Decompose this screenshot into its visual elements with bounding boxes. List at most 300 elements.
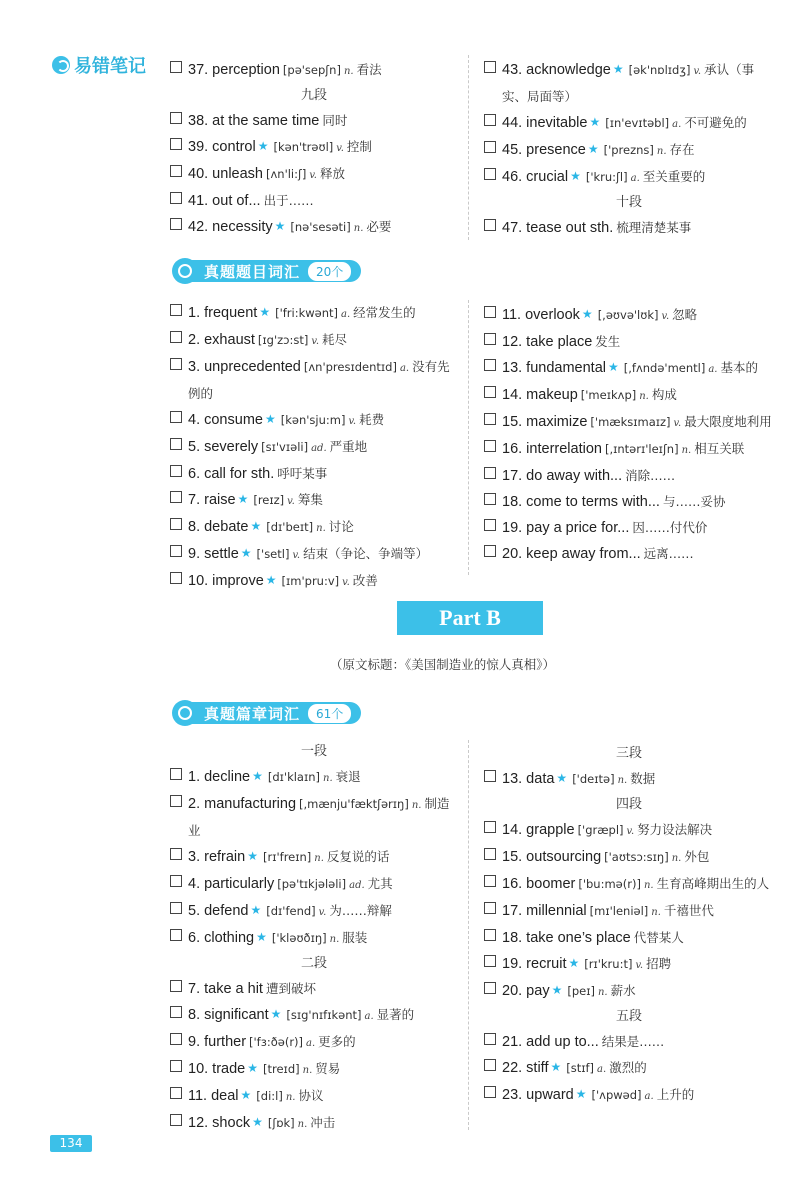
- meaning: 激烈的: [609, 1060, 647, 1075]
- meaning: 因……付代价: [632, 520, 708, 535]
- vocab-entry: [484, 489, 774, 515]
- meaning: 更多的: [318, 1034, 356, 1049]
- brand-logo: [52, 52, 146, 78]
- vocab-entry: [170, 514, 458, 541]
- phonetic: [ɪg'zɔ:st]: [257, 333, 309, 347]
- star-icon: ★: [589, 115, 601, 129]
- checkbox[interactable]: [484, 413, 496, 425]
- phonetic: ['meɪkʌp]: [580, 388, 637, 402]
- vocab-entry: [170, 487, 458, 514]
- phonetic: [dɪ'beɪt]: [266, 520, 314, 534]
- part-b-banner: Part B: [397, 601, 543, 635]
- checkbox[interactable]: [170, 875, 182, 887]
- checkbox[interactable]: [170, 138, 182, 150]
- meaning: 控制: [346, 139, 372, 154]
- paragraph-marker: 一段: [300, 744, 327, 759]
- part-of-speech: v.: [342, 577, 350, 588]
- vocab-entry: [170, 764, 458, 791]
- part-of-speech: n.: [297, 1119, 308, 1130]
- meaning: 忽略: [672, 307, 698, 322]
- vocab-entry: [170, 407, 458, 434]
- part-of-speech: n.: [329, 934, 340, 945]
- part-of-speech: a.: [644, 1091, 654, 1102]
- meaning: 服装: [342, 930, 368, 945]
- paragraph-marker: 三段: [615, 746, 642, 761]
- meaning: 千禧世代: [663, 903, 714, 918]
- vocab-entry: [170, 108, 458, 134]
- phonetic: [nə'sesəti]: [290, 220, 351, 234]
- meaning: 至关重要的: [642, 169, 706, 184]
- vocab-word: 7. raise: [188, 492, 236, 508]
- checkbox[interactable]: [170, 1087, 182, 1099]
- meaning: 最大限度地利用: [684, 414, 772, 429]
- checkbox[interactable]: [484, 333, 496, 345]
- vocab-word: 17. millennial: [502, 903, 587, 919]
- part-of-speech: v.: [348, 416, 357, 427]
- checkbox[interactable]: [484, 770, 496, 782]
- vocab-word: 4. particularly: [188, 876, 275, 892]
- checkbox[interactable]: [484, 1059, 496, 1071]
- part-of-speech: a.: [364, 1011, 374, 1022]
- part-of-speech: a.: [597, 1064, 607, 1075]
- part-of-speech: n.: [681, 445, 692, 456]
- part-of-speech: n.: [643, 880, 654, 891]
- meaning: 相互关联: [694, 441, 745, 456]
- phonetic: [,mænju'fæktʃərɪŋ]: [299, 797, 409, 811]
- meaning: 结束（争论、争端等）: [303, 546, 429, 561]
- star-icon: ★: [570, 169, 581, 183]
- star-icon: ★: [581, 307, 593, 321]
- phonetic: [pə'sepʃn]: [282, 63, 341, 77]
- vocab-word: 8. significant: [188, 1007, 269, 1023]
- checkbox[interactable]: [170, 902, 182, 914]
- vocab-entry: [484, 515, 774, 541]
- vocab-entry: [484, 436, 774, 463]
- vocab-entry: [484, 1055, 774, 1082]
- phonetic: [stɪf]: [566, 1061, 595, 1075]
- vocab-word: 14. makeup: [502, 387, 578, 403]
- meaning: 看法: [356, 62, 382, 77]
- vocab-word: 1. frequent: [188, 305, 258, 321]
- phonetic: [dɪ'fend]: [266, 904, 316, 918]
- checkbox[interactable]: [484, 440, 496, 452]
- vocab-entry: [170, 844, 458, 871]
- part-of-speech: v.: [635, 960, 644, 971]
- meaning: 呼吁某事: [277, 466, 328, 481]
- vocab-word: 19. recruit: [502, 956, 567, 972]
- vocab-entry: [484, 817, 774, 844]
- source-title: （原文标题：《美国制造业的惊人真相》）: [330, 657, 556, 672]
- checkbox[interactable]: [484, 821, 496, 833]
- vocab-word: 13. fundamental: [502, 360, 606, 376]
- phonetic: ['setl]: [256, 547, 290, 561]
- checkbox[interactable]: [170, 304, 182, 316]
- phonetic: [mɪ'leniəl]: [589, 904, 649, 918]
- vocab-word: 7. take a hit: [188, 981, 263, 997]
- column-divider: [468, 55, 469, 240]
- part-of-speech: n.: [651, 907, 661, 918]
- paragraph-marker: 五段: [615, 1009, 642, 1024]
- vocab-word: 5. severely: [188, 439, 259, 455]
- part-of-speech: a.: [341, 309, 351, 320]
- vocab-entry: [484, 463, 774, 489]
- vocab-entry: [484, 302, 774, 329]
- vocab-entry: [170, 1029, 458, 1056]
- meaning: 不可避免的: [684, 115, 747, 130]
- part-of-speech: n.: [314, 853, 324, 864]
- paragraph-marker: 九段: [300, 88, 327, 103]
- vocab-word: 2. manufacturing: [188, 796, 297, 812]
- checkbox[interactable]: [170, 165, 182, 177]
- checkbox[interactable]: [484, 168, 496, 180]
- magnifier-icon: [172, 700, 198, 726]
- checkbox[interactable]: [484, 875, 496, 887]
- vocab-entry: [484, 215, 774, 241]
- vocab-word: 43. acknowledge: [502, 62, 611, 78]
- vocab-word: 9. further: [188, 1034, 247, 1050]
- phonetic: [peɪ]: [567, 984, 595, 998]
- part-of-speech: n.: [639, 391, 649, 402]
- vocab-word: 12. shock: [188, 1115, 251, 1131]
- meaning: 释放: [320, 166, 346, 181]
- part-of-speech: a.: [708, 364, 718, 375]
- vocab-entry: [170, 871, 458, 898]
- vocab-entry: [170, 568, 458, 595]
- checkbox[interactable]: [170, 61, 182, 73]
- meaning: 讨论: [328, 519, 354, 534]
- brand-text: 易错笔记: [74, 56, 146, 77]
- meaning: 改善: [352, 573, 378, 588]
- checkbox[interactable]: [170, 331, 182, 343]
- part-of-speech: v.: [661, 311, 670, 322]
- part-of-speech: v.: [311, 336, 320, 347]
- vocab-word: 15. maximize: [502, 414, 588, 430]
- star-icon: ★: [237, 492, 249, 506]
- part-of-speech: n.: [597, 987, 608, 998]
- phonetic: ['fɜ:ðə(r)]: [249, 1035, 304, 1049]
- checkbox[interactable]: [170, 465, 182, 477]
- meaning: 显著的: [376, 1007, 415, 1022]
- star-icon: ★: [270, 1007, 282, 1021]
- part-of-speech: v.: [626, 826, 635, 837]
- checkbox[interactable]: [170, 491, 182, 503]
- vocab-entry: [170, 434, 458, 461]
- vocab-word: 13. data: [502, 771, 555, 787]
- star-icon: ★: [556, 771, 568, 785]
- meaning: 薪水: [610, 983, 636, 998]
- part-of-speech: n.: [343, 66, 354, 77]
- part-of-speech: a.: [630, 173, 640, 184]
- checkbox[interactable]: [170, 411, 182, 423]
- paragraph-marker: 十段: [615, 195, 642, 210]
- meaning: 筹集: [297, 492, 323, 507]
- part-of-speech: ad.: [311, 443, 327, 454]
- phonetic: [kən'sju:m]: [280, 413, 346, 427]
- magnifier-icon: [172, 258, 198, 284]
- part-of-speech: v.: [309, 170, 317, 181]
- phonetic: [ək'nɒlɪdʒ]: [628, 63, 691, 77]
- phonetic: [ʌn'presɪdentɪd]: [303, 360, 397, 374]
- checkbox[interactable]: [484, 306, 496, 318]
- vocab-word: 14. grapple: [502, 822, 575, 838]
- part-of-speech: n.: [316, 523, 326, 534]
- vocab-word: 41. out of...: [188, 193, 261, 209]
- vocab-word: 17. do away with...: [502, 468, 623, 484]
- phonetic: [dɪ'klaɪn]: [267, 770, 321, 784]
- paragraph-marker: 二段: [300, 956, 327, 971]
- meaning: 结果是……: [601, 1034, 665, 1049]
- checkbox[interactable]: [484, 545, 496, 557]
- checkbox[interactable]: [484, 493, 496, 505]
- star-icon: ★: [265, 573, 277, 587]
- star-icon: ★: [259, 305, 271, 319]
- meaning: 同时: [322, 113, 348, 128]
- checkbox[interactable]: [484, 929, 496, 941]
- word-count-badge: 20个: [308, 262, 351, 281]
- checkbox[interactable]: [484, 848, 496, 860]
- star-icon: ★: [256, 930, 267, 944]
- vocab-word: 16. interrelation: [502, 441, 602, 457]
- vocab-word: 18. take one’s place: [502, 930, 631, 946]
- vocab-word: 37. perception: [188, 62, 280, 78]
- phonetic: [di:l]: [256, 1089, 283, 1103]
- section-heading-chapter: [172, 700, 361, 726]
- meaning: 发生: [595, 334, 621, 349]
- section2-left-column: [170, 300, 458, 595]
- phonetic: [ʌn'li:ʃ]: [265, 167, 307, 181]
- vocab-entry: [484, 978, 774, 1005]
- column-divider: [468, 300, 469, 575]
- checkbox[interactable]: [484, 386, 496, 398]
- page-number: 134: [50, 1135, 92, 1152]
- phonetic: [ɪm'pru:v]: [281, 574, 340, 588]
- checkbox[interactable]: [170, 192, 182, 204]
- phonetic: [,fʌndə'mentl]: [623, 361, 706, 375]
- vocab-word: 1. decline: [188, 769, 251, 785]
- checkbox[interactable]: [484, 61, 496, 73]
- checkbox[interactable]: [484, 1086, 496, 1098]
- phonetic: [rɪ'freɪn]: [263, 850, 312, 864]
- checkbox[interactable]: [170, 518, 182, 530]
- vocab-entry: [170, 791, 458, 844]
- checkbox[interactable]: [484, 1033, 496, 1045]
- vocab-word: 47. tease out sth.: [502, 220, 614, 236]
- meaning: 为……辩解: [329, 903, 392, 918]
- vocab-entry: [484, 329, 774, 355]
- phonetic: ['mæksɪmaɪz]: [590, 415, 671, 429]
- checkbox[interactable]: [484, 519, 496, 531]
- meaning: 贸易: [315, 1061, 341, 1076]
- vocab-word: 44. inevitable: [502, 115, 588, 131]
- checkbox[interactable]: [484, 982, 496, 994]
- section3-left-column: [170, 740, 458, 1137]
- vocab-word: 11. overlook: [502, 307, 580, 323]
- vocab-word: 22. stiff: [502, 1060, 549, 1076]
- vocab-word: 16. boomer: [502, 876, 576, 892]
- phonetic: [sɪg'nɪfɪkənt]: [286, 1008, 362, 1022]
- checkbox[interactable]: [484, 219, 496, 231]
- checkbox[interactable]: [170, 1006, 182, 1018]
- star-icon: ★: [240, 1088, 252, 1102]
- checkbox[interactable]: [484, 114, 496, 126]
- meaning: 生育高峰期出生的人: [656, 876, 770, 891]
- meaning: 招聘: [646, 956, 672, 971]
- section-heading-questions: [172, 258, 361, 284]
- vocab-word: 39. control: [188, 139, 256, 155]
- star-icon: ★: [587, 142, 599, 156]
- vocab-entry: [484, 137, 774, 164]
- phonetic: [ʃɒk]: [267, 1116, 295, 1130]
- checkbox[interactable]: [170, 112, 182, 124]
- vocab-word: 2. exhaust: [188, 332, 255, 348]
- vocab-word: 45. presence: [502, 142, 586, 158]
- vocab-entry: [170, 1056, 458, 1083]
- vocab-entry: [170, 214, 458, 241]
- meaning: 经常发生的: [353, 305, 416, 320]
- meaning: 必要: [366, 219, 392, 234]
- vocab-word: 4. consume: [188, 412, 263, 428]
- vocab-entry: [170, 57, 458, 84]
- meaning: 尤其: [367, 876, 393, 891]
- phonetic: [sɪ'vɪəli]: [261, 440, 309, 454]
- vocab-word: 18. come to terms with...: [502, 494, 660, 510]
- checkbox[interactable]: [170, 358, 182, 370]
- part-of-speech: v.: [318, 907, 327, 918]
- vocab-word: 42. necessity: [188, 219, 273, 235]
- vocab-word: 11. deal: [188, 1088, 239, 1104]
- vocab-word: 40. unleash: [188, 166, 263, 182]
- meaning: 外包: [684, 849, 710, 864]
- vocab-entry: [170, 354, 458, 407]
- meaning: 反复说的话: [326, 849, 390, 864]
- star-icon: ★: [250, 519, 262, 533]
- meaning: 冲击: [310, 1115, 336, 1130]
- meaning: 消除……: [625, 468, 676, 483]
- vocab-entry: [484, 382, 774, 409]
- vocab-word: 15. outsourcing: [502, 849, 602, 865]
- vocab-entry: [484, 355, 774, 382]
- vocab-entry: [170, 925, 458, 952]
- vocab-word: 8. debate: [188, 519, 249, 535]
- vocab-word: 38. at the same time: [188, 113, 320, 129]
- part-of-speech: n.: [302, 1065, 313, 1076]
- phonetic: ['kru:ʃl]: [585, 170, 628, 184]
- meaning: 制造业: [188, 796, 450, 838]
- checkbox[interactable]: [170, 1060, 182, 1072]
- part-of-speech: n.: [323, 773, 333, 784]
- checkbox[interactable]: [170, 1114, 182, 1126]
- phonetic: [reɪz]: [253, 493, 285, 507]
- phonetic: [pə'tɪkjələli]: [277, 877, 347, 891]
- vocab-entry: [170, 898, 458, 925]
- checkbox[interactable]: [484, 902, 496, 914]
- vocab-entry: [170, 188, 458, 214]
- meaning: 严重地: [329, 439, 368, 454]
- meaning: 数据: [630, 771, 656, 786]
- part-of-speech: n.: [656, 146, 667, 157]
- vocab-word: 21. add up to...: [502, 1034, 599, 1050]
- star-icon: ★: [240, 546, 252, 560]
- part-of-speech: a.: [306, 1038, 316, 1049]
- meaning: 代替某人: [633, 930, 684, 945]
- meaning: 梳理清楚某事: [616, 220, 692, 235]
- vocab-entry: [484, 898, 774, 925]
- meaning: 构成: [651, 387, 677, 402]
- vocab-entry: [170, 300, 458, 327]
- checkbox[interactable]: [484, 141, 496, 153]
- vocab-entry: [484, 541, 774, 567]
- checkbox[interactable]: [170, 768, 182, 780]
- vocab-entry: [484, 766, 774, 793]
- vocab-word: 10. improve: [188, 573, 264, 589]
- vocab-entry: [484, 925, 774, 951]
- vocab-word: 5. defend: [188, 903, 249, 919]
- meaning: 协议: [298, 1088, 324, 1103]
- checkbox[interactable]: [484, 359, 496, 371]
- star-icon: ★: [257, 139, 269, 153]
- paragraph-marker: 四段: [615, 797, 642, 812]
- vocab-entry: [484, 1082, 774, 1109]
- vocab-entry: [170, 327, 458, 354]
- checkbox[interactable]: [170, 848, 182, 860]
- checkbox[interactable]: [484, 467, 496, 479]
- vocab-entry: [484, 110, 774, 137]
- part-of-speech: n.: [285, 1092, 296, 1103]
- vocab-entry: [170, 134, 458, 161]
- vocab-word: 3. unprecedented: [188, 359, 301, 375]
- vocab-word: 10. trade: [188, 1061, 246, 1077]
- phonetic: ['ʌpwəd]: [591, 1088, 642, 1102]
- vocab-word: 19. pay a price for...: [502, 520, 630, 536]
- vocab-entry: [484, 409, 774, 436]
- phonetic: [ɪn'evɪtəbl]: [605, 116, 670, 130]
- meaning: 与……妥协: [662, 494, 726, 509]
- meaning: 耗尽: [322, 332, 348, 347]
- meaning: 努力设法解决: [637, 822, 713, 837]
- star-icon: ★: [568, 956, 580, 970]
- phonetic: ['fri:kwənt]: [275, 306, 339, 320]
- phonetic: ['bu:mə(r)]: [578, 877, 641, 891]
- star-icon: ★: [550, 1060, 562, 1074]
- checkbox[interactable]: [170, 572, 182, 584]
- vocab-word: 9. settle: [188, 546, 239, 562]
- checkbox[interactable]: [170, 218, 182, 230]
- vocab-entry: [170, 1110, 458, 1137]
- checkbox[interactable]: [170, 980, 182, 992]
- meaning: 远离……: [643, 546, 694, 561]
- vocab-entry: [484, 57, 774, 110]
- checkbox[interactable]: [170, 795, 182, 807]
- phonetic: ['aʊtsɔ:sɪŋ]: [604, 850, 669, 864]
- meaning: 遭到破坏: [265, 981, 316, 996]
- vocab-entry: [170, 1083, 458, 1110]
- section1-right-column: [484, 57, 774, 241]
- phonetic: [,ɪntərɪ'leɪʃn]: [604, 442, 679, 456]
- vocab-entry: [484, 871, 774, 898]
- star-icon: ★: [575, 1087, 587, 1101]
- vocab-entry: [484, 951, 774, 978]
- checkbox[interactable]: [170, 438, 182, 450]
- part-of-speech: v.: [336, 143, 344, 154]
- checkbox[interactable]: [170, 1033, 182, 1045]
- checkbox[interactable]: [170, 929, 182, 941]
- phonetic: [kən'trəʊl]: [273, 140, 334, 154]
- checkbox[interactable]: [170, 545, 182, 557]
- vocab-entry: [484, 1029, 774, 1055]
- part-of-speech: n.: [353, 223, 364, 234]
- checkbox[interactable]: [484, 955, 496, 967]
- vocab-word: 23. upward: [502, 1087, 574, 1103]
